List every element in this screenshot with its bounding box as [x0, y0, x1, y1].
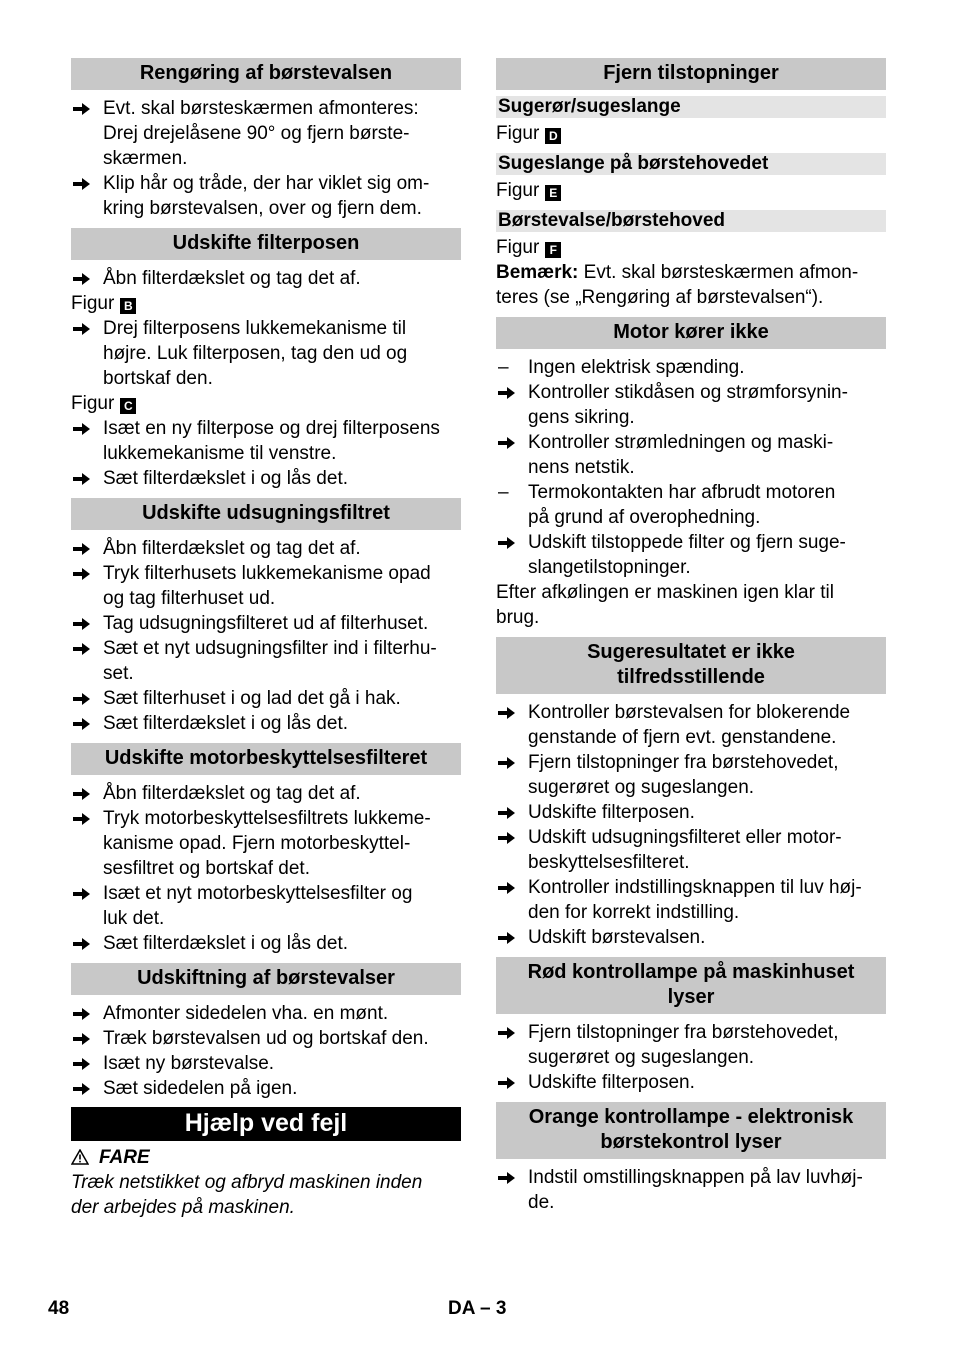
line: Sæt filterdækslet i og lås det.: [103, 468, 348, 489]
arrow-right-icon: [498, 430, 520, 450]
line: Sæt sidedelen på igen.: [103, 1078, 298, 1099]
list-item: [71, 636, 461, 686]
line: beskyttelsesfilteret.: [528, 852, 690, 873]
dash-marker: –: [498, 357, 509, 378]
line: skærmen.: [103, 148, 188, 169]
list-item: [71, 686, 461, 711]
line: Udskift tilstoppede filter og fjern suge-: [528, 532, 846, 553]
section-heading: Motor kører ikke: [496, 317, 886, 349]
list-item: [496, 700, 886, 750]
figure-ref: Figur F: [496, 235, 886, 260]
line: Fjern tilstopninger fra børstehovedet,: [528, 752, 839, 773]
arrow-right-icon: [73, 1076, 95, 1096]
line: sugerøret og sugeslangen.: [528, 1047, 755, 1068]
line: Indstil omstillingsknappen på lav luvhøj-: [528, 1167, 863, 1188]
line: de.: [528, 1192, 555, 1213]
subsection-heading: Børstevalse/børstehoved: [496, 210, 886, 232]
figure-ref: Figur D: [496, 121, 886, 146]
arrow-right-icon: [498, 700, 520, 720]
figure-letter-badge: F: [545, 242, 561, 258]
figure-letter-badge: D: [545, 128, 561, 144]
figure-ref: Figur C: [71, 391, 461, 416]
list-item: [71, 316, 461, 391]
section-heading: Rengøring af børstevalsen: [71, 58, 461, 90]
list-item: [496, 1070, 886, 1095]
line: og tag filterhuset ud.: [103, 588, 276, 609]
list-item: [71, 806, 461, 881]
line: Udskifte filterposen.: [528, 1072, 695, 1093]
line: slangetilstopninger.: [528, 557, 691, 578]
list-item: [496, 875, 886, 925]
line: sugerøret og sugeslangen.: [528, 777, 755, 798]
arrow-right-icon: [498, 380, 520, 400]
line: Termokontakten har afbrudt motoren: [528, 482, 836, 503]
line: kring børstevalsen, over og fjern dem.: [103, 198, 422, 219]
list-item: [71, 931, 461, 956]
line: Sæt filterdækslet i og lås det.: [103, 933, 348, 954]
list-item: [496, 825, 886, 875]
list-item: [71, 1076, 461, 1101]
arrow-right-icon: [498, 1020, 520, 1040]
arrow-right-icon: [73, 806, 95, 826]
arrow-right-icon: [73, 171, 95, 191]
line: Klip hår og tråde, der har viklet sig om-: [103, 173, 430, 194]
list-item: [496, 430, 886, 480]
line: højre. Luk filterposen, tag den ud og: [103, 343, 408, 364]
dash-marker: –: [498, 482, 509, 503]
note: Bemærk: Evt. skal børsteskærmen afmon- teres (se „Rengøring af børstevalsen“).: [496, 262, 859, 308]
arrow-right-icon: [498, 800, 520, 820]
list-item: [496, 925, 886, 950]
list-item: [496, 1165, 886, 1215]
left-column: [71, 58, 461, 1220]
warning-title: FARE: [71, 1145, 461, 1170]
arrow-right-icon: [73, 316, 95, 336]
line: Evt. skal børsteskærmen afmonteres:: [103, 98, 419, 119]
line: Sæt filterdækslet i og lås det.: [103, 713, 348, 734]
arrow-right-icon: [73, 636, 95, 656]
line: sesfiltret og bortskaf det.: [103, 858, 310, 879]
arrow-right-icon: [73, 931, 95, 951]
arrow-right-icon: [73, 466, 95, 486]
arrow-right-icon: [498, 1165, 520, 1185]
line: Ingen elektrisk spænding.: [528, 357, 745, 378]
line: den for korrekt indstilling.: [528, 902, 740, 923]
line: Afmonter sidedelen vha. en mønt.: [103, 1003, 389, 1024]
chapter-heading: Hjælp ved fejl: [71, 1107, 461, 1141]
line: Åbn filterdækslet og tag det af.: [103, 538, 361, 559]
line: luk det.: [103, 908, 165, 929]
arrow-right-icon: [73, 711, 95, 731]
line: set.: [103, 663, 134, 684]
section-heading: Udskifte udsugningsfiltret: [71, 498, 461, 530]
page-number: 48: [48, 1298, 70, 1319]
paragraph: Efter afkølingen er maskinen igen klar til brug.: [496, 582, 834, 628]
line: nens netstik.: [528, 457, 635, 478]
arrow-right-icon: [73, 416, 95, 436]
line: kanisme opad. Fjern motorbeskyttel-: [103, 833, 411, 854]
figure-letter-badge: B: [120, 298, 136, 314]
line: lukkemekanisme til venstre.: [103, 443, 337, 464]
arrow-right-icon: [73, 881, 95, 901]
line: Kontroller strømledningen og maski-: [528, 432, 834, 453]
arrow-right-icon: [498, 530, 520, 550]
list-item: [71, 881, 461, 931]
arrow-right-icon: [498, 925, 520, 945]
list-item: [71, 711, 461, 736]
line: Åbn filterdækslet og tag det af.: [103, 268, 361, 289]
line: gens sikring.: [528, 407, 635, 428]
line: Drej drejelåsene 90° og fjern børste-: [103, 123, 410, 144]
arrow-right-icon: [73, 781, 95, 801]
list-item: [496, 530, 886, 580]
list-item: [496, 480, 886, 530]
arrow-right-icon: [73, 96, 95, 116]
subsection-heading: Sugerør/sugeslange: [496, 96, 886, 118]
warning-triangle-icon: [71, 1149, 89, 1165]
line: Træk børstevalsen ud og bortskaf den.: [103, 1028, 429, 1049]
section-heading: Udskifte filterposen: [71, 228, 461, 260]
list-item: [71, 1051, 461, 1076]
list-item: [496, 750, 886, 800]
list-item: [71, 96, 461, 171]
line: Fjern tilstopninger fra børstehovedet,: [528, 1022, 839, 1043]
line: Sæt et nyt udsugningsfilter ind i filterhu-: [103, 638, 437, 659]
arrow-right-icon: [73, 611, 95, 631]
list-item: [71, 266, 461, 291]
right-column: [496, 58, 886, 1215]
section-heading: Udskiftning af børstevalser: [71, 963, 461, 995]
list-item: [71, 536, 461, 561]
list-item: [71, 416, 461, 466]
list-item: [71, 561, 461, 611]
section-heading: Udskifte motorbeskyttelsesfilteret: [71, 743, 461, 775]
line: Drej filterposens lukkemekanisme til: [103, 318, 407, 339]
line: Tryk motorbeskyttelsesfiltrets lukkeme-: [103, 808, 431, 829]
arrow-right-icon: [498, 825, 520, 845]
section-heading: Orange kontrollampe - elektronisk børstekontrol lyser: [496, 1102, 886, 1159]
line: Sæt filterhuset i og lad det gå i hak.: [103, 688, 401, 709]
list-item: [71, 1001, 461, 1026]
figure-letter-badge: E: [545, 185, 561, 201]
line: Udskifte filterposen.: [528, 802, 695, 823]
arrow-right-icon: [498, 1070, 520, 1090]
line: bortskaf den.: [103, 368, 213, 389]
list-item: [71, 611, 461, 636]
line: Kontroller stikdåsen og strømforsynin-: [528, 382, 848, 403]
arrow-right-icon: [73, 561, 95, 581]
section-heading: Rød kontrollampe på maskinhuset lyser: [496, 957, 886, 1014]
list-item: [71, 466, 461, 491]
arrow-right-icon: [73, 536, 95, 556]
line: Tryk filterhusets lukkemekanisme opad: [103, 563, 431, 584]
figure-ref: Figur E: [496, 178, 886, 203]
line: på grund af overophedning.: [528, 507, 761, 528]
arrow-right-icon: [73, 1051, 95, 1071]
list-item: [71, 1026, 461, 1051]
section-page-label: DA – 3: [448, 1298, 507, 1319]
section-heading: Sugeresultatet er ikke tilfredsstillende: [496, 637, 886, 694]
list-item: [71, 171, 461, 221]
list-item: [496, 380, 886, 430]
line: Kontroller børstevalsen for blokerende: [528, 702, 851, 723]
line: genstande of fjern evt. genstandene.: [528, 727, 837, 748]
arrow-right-icon: [73, 1026, 95, 1046]
list-item: [71, 781, 461, 806]
list-item: [496, 1020, 886, 1070]
line: Isæt ny børstevalse.: [103, 1053, 275, 1074]
arrow-right-icon: [73, 686, 95, 706]
line: Kontroller indstillingsknappen til luv høj-: [528, 877, 862, 898]
arrow-right-icon: [73, 266, 95, 286]
line: Isæt et nyt motorbeskyttelsesfilter og: [103, 883, 413, 904]
arrow-right-icon: [73, 1001, 95, 1021]
arrow-right-icon: [498, 875, 520, 895]
figure-letter-badge: C: [120, 398, 136, 414]
line: Udskift udsugningsfilteret eller motor-: [528, 827, 842, 848]
list-item: [496, 800, 886, 825]
section-heading: Fjern tilstopninger: [496, 58, 886, 90]
line: Åbn filterdækslet og tag det af.: [103, 783, 361, 804]
warning-text: Træk netstikket og afbryd maskinen inden der arbejdes på maskinen.: [71, 1172, 423, 1218]
subsection-heading: Sugeslange på børstehovedet: [496, 153, 886, 175]
arrow-right-icon: [498, 750, 520, 770]
list-item: [496, 355, 886, 380]
figure-ref: Figur B: [71, 291, 461, 316]
line: Tag udsugningsfilteret ud af filterhuset.: [103, 613, 429, 634]
line: Isæt en ny filterpose og drej filterposens: [103, 418, 440, 439]
line: Udskift børstevalsen.: [528, 927, 706, 948]
